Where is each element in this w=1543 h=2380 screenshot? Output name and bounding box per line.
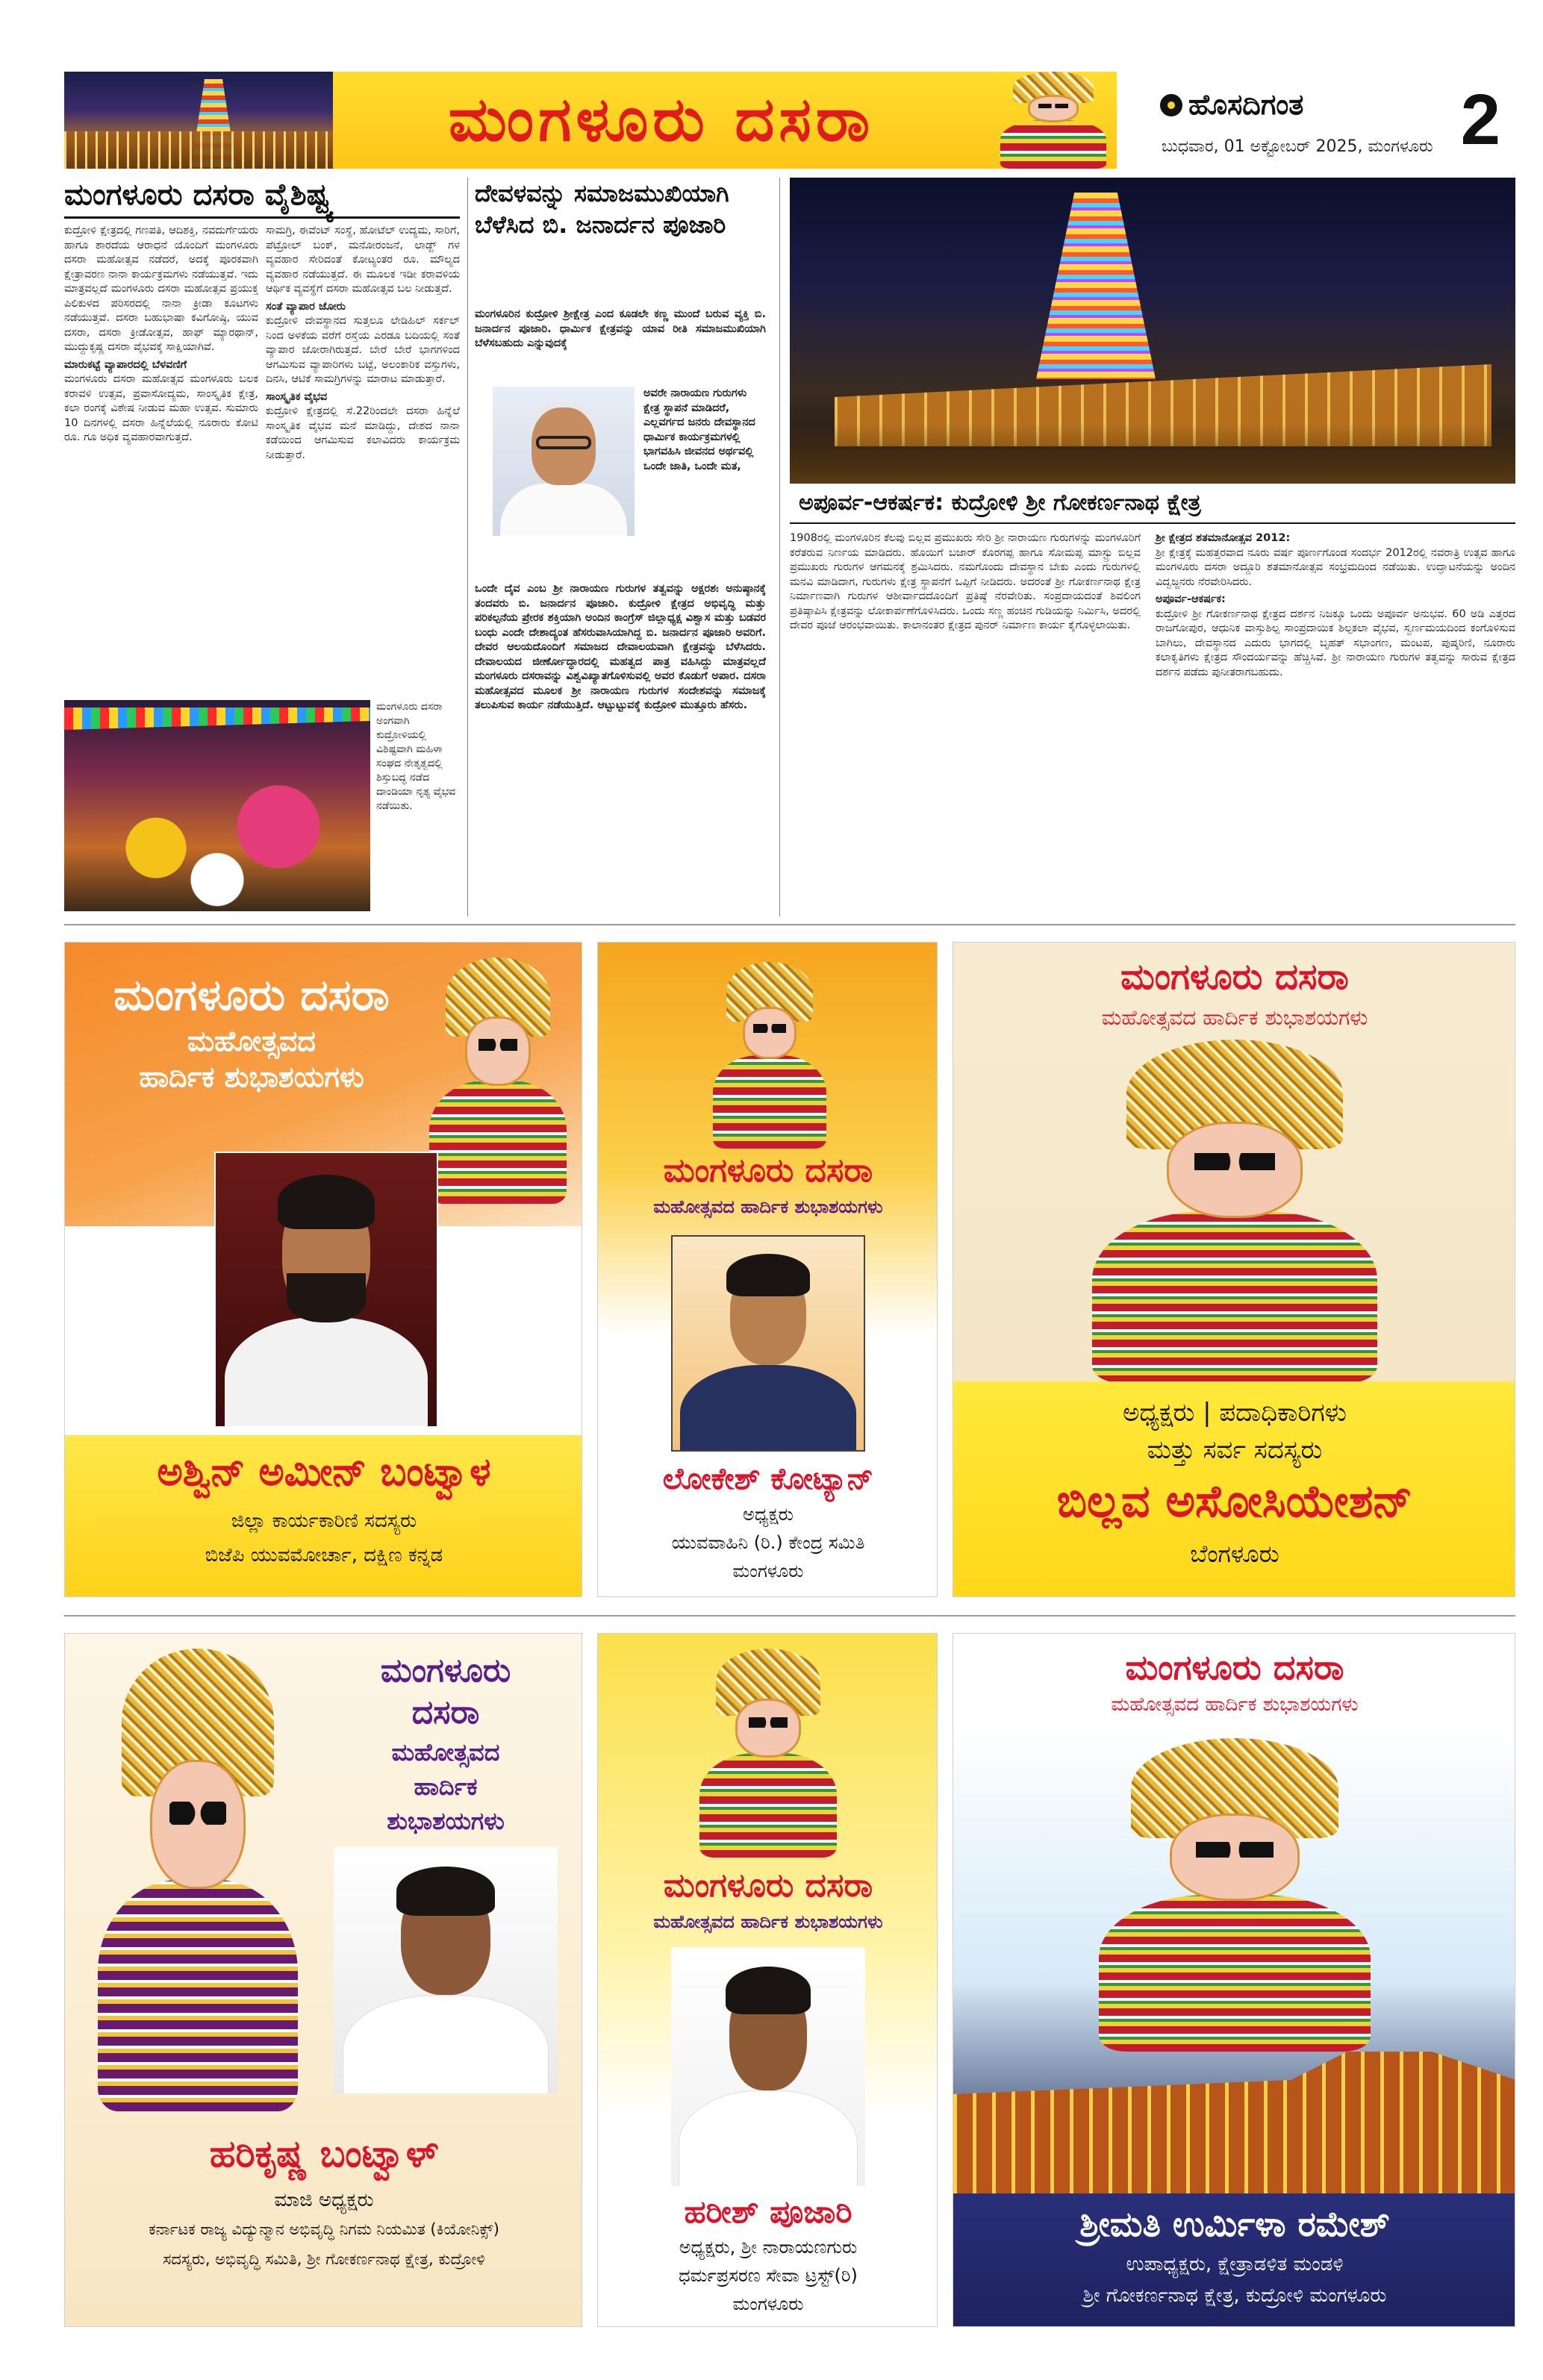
masthead-temple-photo [64, 72, 333, 169]
masthead [64, 72, 1515, 169]
article2-headline: ದೇವಳವನ್ನು ಸಮಾಜಮುಖಿಯಾಗಿ ಬೆಳೆಸಿದ ಬಿ. ಜನಾರ್ದನ ಪೂಜಾರಿ [475, 179, 729, 239]
article1-text: ಕುದ್ರೋಳಿ ಕ್ಷೇತ್ರದಲ್ಲಿ ಸೆ.22ರಿಂದಲೇ ದಸರಾ ಹಿನ್ನೆಲೆ ಸಾಂಸ್ಕೃತಿಕ ವೈಭವ ಮನೆ ಮಾಡಿದ್ದು, ದೇಶದ ನಾನಾ ಕಡೆಯಿಂದ ಆಗಮಿಸುವ ಕಲಾವಿದರು ಕಾರ್ಯಕ್ರಮ ನೀಡುತ್ತಾರೆ. [266, 405, 460, 461]
ad-person-role: ಮಾಜಿ ಅಧ್ಯಕ್ಷರು [274, 2189, 374, 2211]
article2-body: ಒಂದೇ ದೈವ ಎಂಬ ಶ್ರೀ ನಾರಾಯಣ ಗುರುಗಳ ತತ್ವವನ್ನು ಅಕ್ಷರಶಃ ಅನುಷ್ಠಾನಕ್ಕೆ ತಂದವರು ಬಿ. ಜನಾರ್ದನ ಪೂಜಾರಿ. ಕುದ್ರೋಳಿ ಕ್ಷೇತ್ರದ ಅಭಿವೃದ್ಧಿ ಮತ್ತು ಪರಿಕಲ್ಪನೆಯ ಪ್ರೇರಕ ಶಕ್ತಿಯಾಗಿ ಅಂದಿನ ಕಾಂಗ್ರೆಸ್ ಜಿಲ್ಲಾಧ್ಯಕ್ಷ ವಿಶ್ವಾಸ ಮತ್ತು ಬಡವರ ಬಂಧು ಎಂದೇ ದೇಶಾದ್ಯಂತ ಹೆಸರುವಾಸಿಯಾಗಿದ್ದ ಬಿ. ಜನಾರ್ದನ ಪೂಜಾರಿ ಅವರಿಗೆ. ದೇವರ ಆಲಯದೊಂದಿಗೆ ಸಮಾಜದ ದೇವಾಲಯವಾಗಿ ಕ್ಷೇತ್ರವನ್ನು ಬೆಳೆಸಿದರು. ದೇವಾಲಯದ ಜೀರ್ಣೋದ್ಧಾರದಲ್ಲಿ ಮಹತ್ವದ ಪಾತ್ರ ವಹಿಸಿದ್ದು ಮಾತ್ರವಲ್ಲದೆ ಮಂಗಳೂರು ದಸರಾವನ್ನು ವಿಶ್ವವಿಖ್ಯಾತಗೊಳಿಸುವಲ್ಲಿ ಅವರ ಕೊಡುಗೆ ಅಪಾರ. ದಸರಾ ಮಹೋತ್ಸವದ ಮೂಲಕ ಶ್ರೀ ನಾರಾಯಣ ಗುರುಗಳ ಸಂದೇಶವನ್ನು ಸಮಾಜಕ್ಕೆ ತಲುಪಿಸುವ ಕಾರ್ಯ ನಡೆಯುತ್ತಿದೆ. ಆಟ್ಟುಟ್ಟುವಕ್ಕೆ ಕುದ್ರೋಳಿ ಮುತ್ತೂರು ಹೆಸರು. [475, 583, 766, 711]
ad-subtitle-line2: ಹಾರ್ದಿಕ [414, 1772, 478, 1801]
harish-poojary-photo [671, 1947, 865, 2186]
section-divider [64, 1615, 1515, 1617]
masthead-title: ಮಂಗಳೂರು ದಸರಾ [448, 84, 875, 155]
ad-title: ಮಂಗಳೂರು ದಸರಾ [663, 1152, 873, 1190]
ad-person-org: ಬಿಜೆಪಿ ಯುವಮೋರ್ಚಾ, ದಕ್ಷಿಣ ಕನ್ನಡ [205, 1544, 443, 1567]
newspaper-name: ಹೊಸದಿಗಂತ [1188, 88, 1304, 121]
goddess-image [686, 1649, 850, 1858]
ad-person-org: ಶ್ರೀ ಗೋಕರ್ಣನಾಥ ಕ್ಷೇತ್ರ, ಕುದ್ರೋಳಿ ಮಂಗಳೂರು [1082, 2284, 1387, 2307]
ad-person-place: ಮಂಗಳೂರು [732, 2293, 804, 2314]
beard [287, 1273, 367, 1322]
ad-person-role: ಅಧ್ಯಕ್ಷರು, ಶ್ರೀ ನಾರಾಯಣಗುರು [679, 2237, 858, 2258]
kudroli-temple-photo [790, 178, 1515, 484]
ad-person-name: ಶ್ರೀಮತಿ ಉರ್ಮಿಳಾ ರಮೇಶ್ [1079, 2204, 1390, 2244]
headline-underline [790, 522, 1515, 524]
ad-organisation-place: ಬೆಂಗಳೂರು [1190, 1540, 1279, 1568]
headline-underline [64, 216, 460, 219]
logo-icon [1160, 94, 1182, 116]
festival-flags-illustration [64, 708, 370, 730]
ad-person-role: ಜಿಲ್ಲಾ ಕಾರ್ಯಕಾರಿಣಿ ಸದಸ್ಯರು [231, 1510, 417, 1532]
page-number: 2 [1460, 80, 1500, 160]
dance-photo-caption: ಮಂಗಳೂರು ದಸರಾ ಅಂಗವಾಗಿ ಕುದ್ರೋಳಿಯಲ್ಲಿ ವಿಶಿಷ್ಟವಾಗಿ ಮಹಿಳಾ ಸಂಘದ ನೇತೃತ್ವದಲ್ಲಿ ಶಿಸ್ತುಬದ್ಧ ನಡೆದ ದಾಂಡಿಯಾ ನೃತ್ಯ ವೈಭವ ನಡೆಯಿತು. [376, 701, 456, 812]
goddess-image [416, 958, 580, 1204]
ad-person-name: ಹರಿಕೃಷ್ಣ ಬಂಟ್ವಾಳ್ [209, 2132, 439, 2176]
column-rule [779, 178, 780, 916]
lokesh-kotian-photo [671, 1235, 865, 1452]
article1-headline: ಮಂಗಳೂರು ದಸರಾ ವೈಶಿಷ್ಟ್ಯ [64, 178, 334, 212]
goddess-image [1065, 1040, 1404, 1383]
ad-office-bearers: ಅಧ್ಯಕ್ಷರು | ಪದಾಧಿಕಾರಿಗಳು [1122, 1398, 1347, 1428]
article1-text: ಮಂಗಳೂರು ದಸರಾ ಮಹೋತ್ಸವ ಮಂಗಳೂರು ಬಲಕ ಕರಾವಳಿ ಉತ್ಸವ, ಪ್ರವಾಸೋದ್ಯಮ, ಸಾಂಸ್ಕೃತಿಕ ಕ್ಷೇತ್ರ, ಕಲಾ ರಂಗಕ್ಕೆ ವಿಶೇಷ ನೀಡುವ ಮಹಾ ಉತ್ಸವ. ಸುಮಾರು 10 ದಿನಗಳಲ್ಲಿ ದಸರಾ ಹಿನ್ನೆಲೆಯಲ್ಲಿ ನೂರಾರು ಕೋಟಿ ರೂ. ಗೂ ಅಧಿಕ ವ್ಯವಹಾರವಾಗುತ್ತದೆ. [64, 373, 258, 443]
ad-greeting: ಶುಭಾಶಯಗಳು [387, 1807, 505, 1835]
ad-title: ಮಂಗಳೂರು ದಸರಾ [663, 1867, 873, 1905]
ad-person-org: ಧರ್ಮಪ್ರಸರಣ ಸೇವಾ ಟ್ರಸ್ಟ್(ರಿ) [679, 2265, 858, 2286]
ad-urmila-ramesh [953, 1633, 1515, 2327]
ad-title: ಮಂಗಳೂರು ದಸರಾ [113, 969, 390, 1020]
column-rule [467, 178, 468, 916]
masthead-brand [1117, 72, 1515, 169]
ad-lokesh-kotian [597, 942, 938, 1597]
dandiya-dance-photo [64, 700, 370, 911]
ad-subtitle: ಮಹೋತ್ಸವದ [187, 1025, 316, 1058]
ad-greeting: ಮಹೋತ್ಸವದ ಹಾರ್ದಿಕ ಶುಭಾಶಯಗಳು [1111, 1693, 1359, 1716]
ad-organisation-name: ಬಿಲ್ಲವ ಅಸೋಸಿಯೇಶನ್ [1056, 1475, 1413, 1528]
ashwin-amin-photo [214, 1152, 438, 1428]
article2-side-text: ಅವರೇ ನಾರಾಯಣ ಗುರುಗಳು ಕ್ಷೇತ್ರ ಸ್ಥಾಪನೆ ಮಾಡಿದರೆ, ಎಲ್ಲವರ್ಗದ ಜನರು ದೇವಸ್ಥಾನದ ಧಾರ್ಮಿಕ ಕಾರ್ಯಕ್ರಮಗಳಲ್ಲಿ ಭಾಗವಹಿಸಿ ಜೀವನದ ಅರ್ಥವಲ್ಲಿ ಒಂದೇ ಜಾತಿ, ಒಂದೇ ಮತ, [643, 387, 755, 472]
goddess-image [1073, 1738, 1397, 2052]
temple-ground [790, 424, 1515, 484]
article2-lead: ಮಂಗಳೂರಿನ ಕುದ್ರೋಳಿ ಶ್ರೀಕ್ಷೇತ್ರ ಎಂದ ಕೂಡಲೇ ಕಣ್ಣ ಮುಂದೆ ಬರುವ ವ್ಯಕ್ತಿ ಬಿ. ಜನಾರ್ದನ ಪೂಜಾರಿ. ಧಾರ್ಮಿಕ ಕ್ಷೇತ್ರವನ್ನು ಯಾವ ರೀತಿ ಸಮಾಜಮುಖಿಯಾಗಿ ಬೆಳೆಸಬಹುದು ಎನ್ನುವುದಕ್ಕೆ [475, 308, 766, 349]
goddess-image [702, 962, 837, 1149]
ad-greeting: ಮಹೋತ್ಸವದ ಹಾರ್ದಿಕ ಶುಭಾಶಯಗಳು [653, 1911, 883, 1932]
ad-person-org: ಕರ್ನಾಟಕ ರಾಜ್ಯ ವಿದ್ಯುನ್ಮಾನ ಅಭಿವೃದ್ಧಿ ನಿಗಮ ನಿಯಮಿತ (ಕಿಯೋನಿಕ್ಸ್) [149, 2220, 499, 2238]
ad-title: ಮಂಗಳೂರು ದಸರಾ [1125, 1647, 1344, 1687]
ad-person-committee: ಸದಸ್ಯರು, ಅಭಿವೃದ್ಧಿ ಸಮಿತಿ, ಶ್ರೀ ಗೋಕರ್ಣನಾಥ ಕ್ಷೇತ್ರ, ಕುದ್ರೋಳಿ [163, 2250, 485, 2268]
article1-subhead: ಮಾರುಕಟ್ಟೆ ವ್ಯಾಪಾರದಲ್ಲಿ ಬೆಳವಣಿಗೆ [64, 358, 187, 371]
ad-person-name: ಅಶ್ವಿನ್ ಅಮೀನ್ ಬಂಟ್ವಾಳ [157, 1450, 491, 1495]
ad-members: ಮತ್ತು ಸರ್ವ ಸದಸ್ಯರು [1147, 1435, 1323, 1465]
ad-greeting: ಮಹೋತ್ಸವದ ಹಾರ್ದಿಕ ಶುಭಾಶಯಗಳು [653, 1196, 883, 1217]
article1-column1 [64, 224, 258, 446]
goddess-image [990, 72, 1117, 169]
ad-person-place: ಮಂಗಳೂರು [732, 1561, 804, 1581]
article1-text: ಕುದ್ರೋಳಿ ಕ್ಷೇತ್ರದಲ್ಲಿ ಗಣಪತಿ, ಆದಿಶಕ್ತಿ, ನವದುರ್ಗೆಯರು ಹಾಗೂ ಶಾರದೆಯ ಆರಾಧನೆ ಯೊಂದಿಗೆ ಮಂಗಳೂರು ದಸರಾ ಮಹೋತ್ಸವ ನಡೆದರೆ, ಅದಕ್ಕೆ ಪೂರಕವಾಗಿ ಕ್ಷೇತ್ರಾವರಣ ನಾನಾ ಕಾರ್ಯಕ್ರಮಗಳು ನಡೆಯುತ್ತವೆ. ಇದು ಮಾತ್ರವಲ್ಲದೆ ಮಂಗಳೂರು ದಸರಾ ಮಹೋತ್ಸವ ಪ್ರಯುಕ್ತ ಪಿಲಿಕುಳದ ಪರಿಸರದಲ್ಲಿ ನಾನಾ ಕ್ರೀಡಾ ಕೂಟಗಳು ನಡೆಯುತ್ತವೆ. ದಸರಾ ಬಹುಭಾಷಾ ಕವಿಗೋಷ್ಠಿ, ಯುವ ದಸರಾ, ದಸರಾ ಕ್ರೀಡೋತ್ಸವ, ಹಾಫ್ ಮ್ಯಾರಥಾನ್, ಮುದ್ದುಕೃಷ್ಣ ದಸರಾ ವೈಭವಕ್ಕೆ ಸಾಕ್ಷಿಯಾಗಿವೆ. [64, 225, 258, 353]
ad-harish-poojary [597, 1633, 938, 2327]
ad-person-name: ಹರೀಶ್ ಪೂಜಾರಿ [684, 2193, 852, 2230]
article3-text: ಕುದ್ರೋಳಿ ಶ್ರೀ ಗೋಕರ್ಣನಾಥ ಕ್ಷೇತ್ರದ ದರ್ಶನ ನಿಜಕ್ಕೂ ಒಂದು ಅಪೂರ್ವ ಅನುಭವ. 60 ಅಡಿ ಎತ್ತರದ ರಾಜಗೋಪುರ, ಆಧುನಿಕ ವಾಸ್ತುಶಿಲ್ಪ ಸಾಂಪ್ರದಾಯಿಕ ಶಿಲ್ಪಕಲಾ ವೈಭವ, ಸ್ವರ್ಣಮಯದಿಂದ ಕಂಗೊಳಿಸುವ ಬಾಗಿಲು, ದೇವಸ್ಥಾನದ ಎದುರು ಭಾಗದಲ್ಲಿ ಬೃಹತ್ ಸಭಾಂಗಣ, ಮಂಟಪ, ಪುಷ್ಕರಿಣಿ, ನೂರಾರು ಕಲಾಕೃತಿಗಳು ಕ್ಷೇತ್ರದ ಸೌಂದರ್ಯವನ್ನು ಹೆಚ್ಚಿಸಿವೆ. ಶ್ರೀ ನಾರಾಯಣ ಗುರುಗಳ ತತ್ವವನ್ನು ಸಾರುವ ಕ್ಷೇತ್ರದ ದರ್ಶನ ಪಡೆದು ಪುನೀತರಾಗಬಹುದು. [1156, 608, 1515, 678]
ad-person-role: ಅಧ್ಯಕ್ಷರು [743, 1504, 794, 1525]
article3-subhead: ಶ್ರೀ ಕ್ಷೇತ್ರದ ಶತಮಾನೋತ್ಸವ 2012: [1156, 532, 1291, 544]
article1-column2 [266, 224, 460, 463]
ad-ashwin-amin [64, 942, 582, 1597]
ad-title: ಮಂಗಳೂರು ದಸರಾ [1120, 956, 1349, 998]
newspaper-logo [1160, 88, 1303, 122]
ad-person-role: ಉಪಾಧ್ಯಕ್ಷರು, ಕ್ಷೇತ್ರಾಡಳಿತ ಮಂಡಳಿ [1126, 2253, 1344, 2276]
ad-harikrishna-bantwal [64, 1633, 582, 2327]
temple-photo-headline: ಅಪೂರ್ವ-ಆಕರ್ಷಕ: ಕುದ್ರೋಳಿ ಶ್ರೀ ಗೋಕರ್ಣನಾಥ ಕ್ಷೇತ್ರ [799, 490, 1201, 516]
article1-text: ಸಾಮಗ್ರಿ, ಈವೆಂಟ್ ಸಂಸ್ಥೆ, ಹೋಟೆಲ್ ಉದ್ಯಮ, ಸಾರಿಗೆ, ಪೆಟ್ರೋಲ್ ಬಂಕ್, ಮನೋರಂಜನೆ, ಲಾಡ್ಜ್ ಗಳ ವ್ಯವಹಾರ ಸೇರಿದಂತೆ ಕೋಟ್ಯಂತರ ರೂ. ಮೌಲ್ಯದ ವ್ಯವಹಾರ ನಡೆಯುತ್ತದೆ. ಈ ಮೂಲಕ ಇಡೀ ಕರಾವಳಿಯ ಆರ್ಥಿಕ ವ್ಯವಸ್ಥೆಗೆ ದಸರಾ ಮಹೋತ್ಸವ ಬಲ ನೀಡುತ್ತದೆ. [266, 225, 460, 295]
ad-person-name: ಲೋಕೇಶ್ ಕೋಟ್ಯಾನ್ [662, 1462, 874, 1496]
goddess-image [78, 1649, 317, 2111]
harikrishna-bantwal-photo [334, 1847, 558, 2093]
article3-column2 [1156, 531, 1515, 680]
ad-title: ಮಂಗಳೂರು [380, 1652, 511, 1690]
temple-lights-illustration [64, 131, 333, 169]
article1-subhead: ಸಂತೆ ವ್ಯಾಪಾರ ಜೋರು [266, 300, 346, 313]
ad-title-line2: ದಸರಾ [411, 1693, 480, 1731]
issue-date: ಬುಧವಾರ, 01 ಅಕ್ಟೋಬರ್ 2025, ಮಂಗಳೂರು [1162, 137, 1433, 156]
temple-gopura-illustration [1036, 193, 1156, 379]
article3-text: ಶ್ರೀ ಕ್ಷೇತ್ರಕ್ಕೆ ಮಹತ್ತರವಾದ ನೂರು ವರ್ಷ ಪೂರ್ಣಗೊಂಡ ಸಂದರ್ಭ 2012ರಲ್ಲಿ ನವರಾತ್ರಿ ಉತ್ಸವ ಹಾಗೂ ಮಂಗಳೂರು ದಸರಾ ಅದ್ದೂರಿ ಶತಮಾನೋತ್ಸವ ಸಂಭ್ರಮದಿಂದ ನಡೆಯಿತು. ಉದ್ಘಾಟನೆಯನ್ನು ಅಂದಿನ ವಿದ್ವಜ್ಜನರು ನೆರವೇರಿಸಿದರು. [1156, 546, 1515, 588]
janardhan-poojary-photo [493, 387, 635, 536]
article1-text: ಕುದ್ರೋಳಿ ದೇವಸ್ಥಾನದ ಸುತ್ತಲೂ ಲೇಡಿಹಿಲ್ ಸರ್ಕಲ್ ನಿಂದ ಅಳಕೆಯ ವರೆಗೆ ರಸ್ತೆಯ ಎರಡೂ ಬದಿಯಲ್ಲಿ ಸಂತೆ ವ್ಯಾಪಾರ ಜೋರಾಗಿರುತ್ತದೆ. ಬೇರೆ ಬೇರೆ ಭಾಗಗಳಿಂದ ಆಗಮಿಸುವ ವ್ಯಾಪಾರಿಗಳು ಬಟ್ಟೆ, ಅಲಂಕಾರಿಕ ವಸ್ತುಗಳು, ದಿನಸಿ, ಆಟಿಕೆ ಸಾಮಗ್ರಿಗಳನ್ನು ಮಾರಾಟ ಮಾಡುತ್ತಾರೆ. [266, 315, 460, 385]
section-divider [64, 924, 1515, 925]
ad-greeting: ಮಹೋತ್ಸವದ ಹಾರ್ದಿಕ ಶುಭಾಶಯಗಳು [1101, 1005, 1368, 1030]
article3-column1: 1908ರಲ್ಲಿ ಮಂಗಳೂರಿನ ಕೆಲವು ಬಿಲ್ಲವ ಪ್ರಮುಖರು ಸೇರಿ ಶ್ರೀ ನಾರಾಯಣ ಗುರುಗಳನ್ನು ಮಂಗಳೂರಿಗೆ ಕರೆತರುವ ನಿರ್ಣಯ ಮಾಡಿದರು. ಹೊಯಿಗೆ ಬಜಾರ್ ಕೊರಗಪ್ಪ ಹಾಗೂ ಸೋಮಪ್ಪ ಮಾಸ್ಟ್ರು ಬಿಲ್ಲವ ಪ್ರಮುಖರು ಗುರುಗಳ ಆಗಮನಕ್ಕೆ ಶ್ರಮಿಸಿದರು. ನಮಗೊಂದು ದೇವಸ್ಥಾನ ಬೇಕು ಎಂದು ಗುರುಗಳಲ್ಲಿ ಮನವಿ ಮಾಡಿದಾಗ, ಗುರುಗಳು ಕ್ಷೇತ್ರ ಸ್ಥಾಪನೆಗೆ ಒಪ್ಪಿಗೆ ನೀಡಿದರು. ಅದರಂತೆ ಶ್ರೀ ಗೋಕರ್ಣನಾಥ ಕ್ಷೇತ್ರ ನಿರ್ಮಾಣವಾಗಿ ಗುರುಗಳ ಆಶೀರ್ವಾದದೊಂದಿಗೆ ಪ್ರತಿಷ್ಠೆ ನೆರವೇರಿತು. ಸಂಪ್ರದಾಯದಂತೆ ಶಿವಲಿಂಗ ಪ್ರತಿಷ್ಠಾಪಿಸಿ ಕ್ಷೇತ್ರವನ್ನು ಲೋಕಾರ್ಪಣೆಗೊಳಿಸಿದರು. ಒಂದು ಸಣ್ಣ ಹಂಚಿನ ಗುಡಿಯನ್ನು ನಿರ್ಮಿಸಿ, ಅದರಲ್ಲಿ ದೇವರ ಪೂಜೆ ಆರಂಭವಾಯಿತು. ಕಾಲಾನಂತರ ಕ್ಷೇತ್ರದ ಪುನರ್ ನಿರ್ಮಾಣ ಕಾರ್ಯ ಕೈಗೊಳ್ಳಲಾಯಿತು. [790, 532, 1141, 631]
ad-billava-association [953, 942, 1515, 1597]
ad-greeting: ಹಾರ್ದಿಕ ಶುಭಾಶಯಗಳು [139, 1061, 364, 1093]
article3-subhead: ಅಪೂರ್ವ-ಆಕರ್ಷಕ: [1156, 593, 1226, 605]
article1-subhead: ಸಾಂಸ್ಕೃತಿಕ ವೈಭವ [266, 390, 328, 403]
ad-person-org: ಯುವವಾಹಿನಿ (ರಿ.) ಕೇಂದ್ರ ಸಮಿತಿ [671, 1532, 865, 1553]
ad-subtitle: ಮಹೋತ್ಸವದ [391, 1738, 500, 1767]
